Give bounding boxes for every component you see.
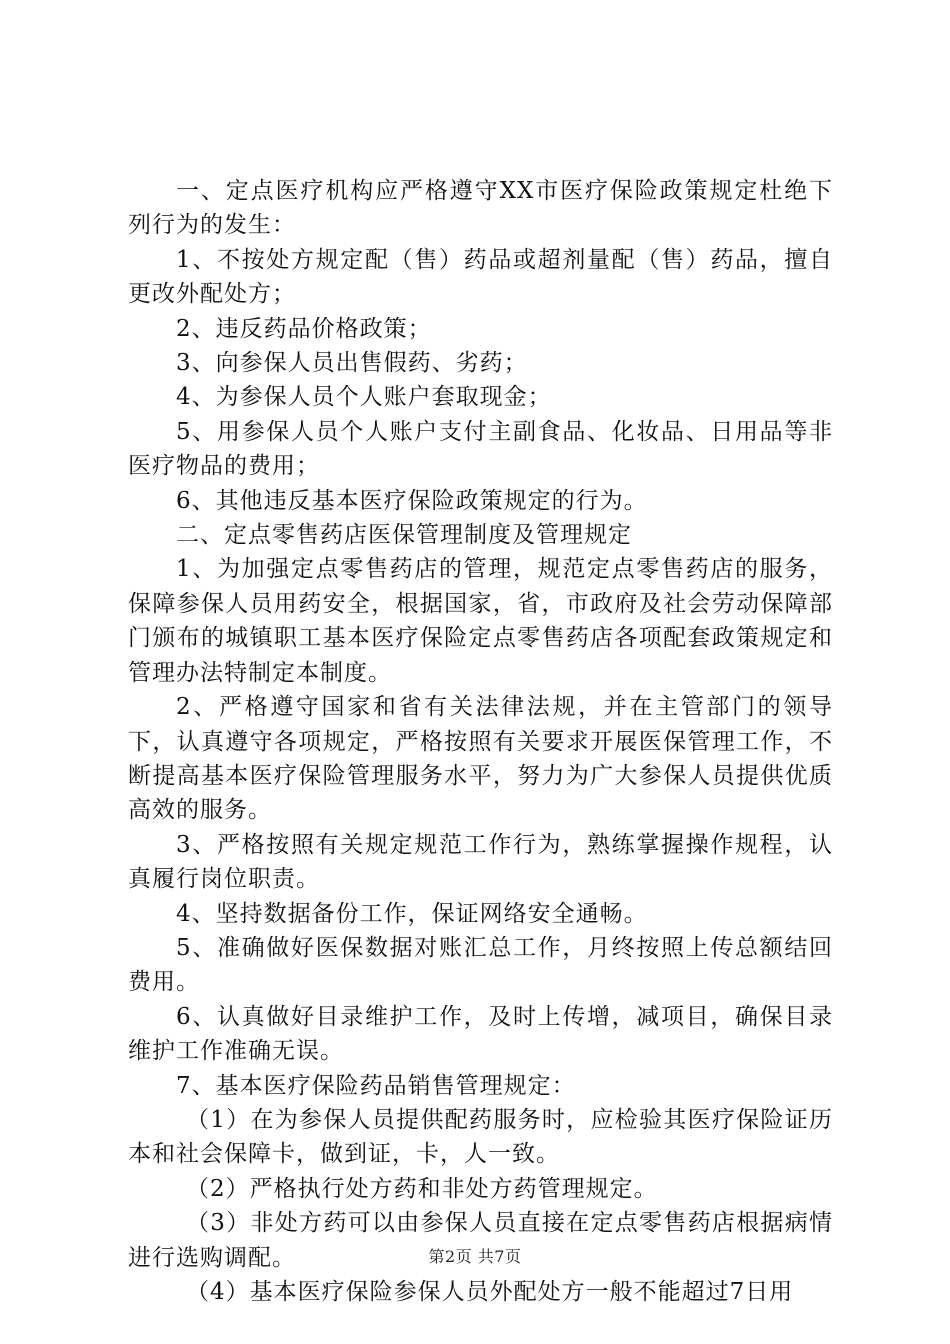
paragraph: 1、为加强定点零售药店的管理，规范定点零售药店的服务，保障参保人员用药安全，根据国家，省，市政府及社会劳动保障部门颁布的城镇职工基本医疗保险定点零售药店各项配套政策规定和管理办法特制定本制度。	[128, 556, 833, 686]
paragraph: 4、坚持数据备份工作，保证网络安全通畅。	[176, 900, 648, 927]
paragraph: 3、向参保人员出售假药、劣药；	[176, 350, 528, 377]
paragraph: 5、准确做好医保数据对账汇总工作，月终按照上传总额结回费用。	[128, 934, 833, 996]
paragraph: 6、认真做好目录维护工作，及时上传增，减项目，确保目录维护工作准确无误。	[128, 1003, 833, 1065]
paragraph: 5、用参保人员个人账户支付主副食品、化妆品、日用品等非医疗物品的费用；	[128, 418, 833, 480]
document-body	[128, 174, 833, 1309]
sub-paragraph: （2）严格执行处方药和非处方药管理规定。	[186, 1175, 658, 1202]
section-heading-1: 一、定点医疗机构应严格遵守XX市医疗保险政策规定杜绝下列行为的发生：	[128, 178, 833, 239]
section-heading-2: 二、定点零售药店医保管理制度及管理规定	[176, 522, 632, 549]
paragraph: 2、违反药品价格政策；	[176, 315, 432, 342]
paragraph: 4、为参保人员个人账户套取现金；	[176, 384, 552, 411]
paragraph: 2、严格遵守国家和省有关法律法规，并在主管部门的领导下，认真遵守各项规定，严格按照有关要求开展医保管理工作，不断提高基本医疗保险管理服务水平，努力为广大参保人员提供优质高效的服务。	[128, 694, 833, 824]
paragraph: 3、严格按照有关规定规范工作行为，熟练掌握操作规程，认真履行岗位职责。	[128, 831, 833, 893]
sub-paragraph: （3）非处方药可以由参保人员直接在定点零售药店根据病情进行选购调配。	[128, 1210, 833, 1271]
page-number-footer: 第2页 共7页	[428, 1247, 522, 1266]
paragraph: 6、其他违反基本医疗保险政策规定的行为。	[176, 487, 648, 514]
sub-paragraph: （4）基本医疗保险参保人员外配处方一般不能超过7日用	[186, 1279, 794, 1305]
paragraph: 7、基本医疗保险药品销售管理规定：	[176, 1072, 576, 1099]
sub-paragraph: （1）在为参保人员提供配药服务时，应检验其医疗保险证历本和社会保障卡，做到证，卡，人一致。	[128, 1106, 833, 1168]
paragraph: 1、不按处方规定配（售）药品或超剂量配（售）药品，擅自更改外配处方；	[128, 246, 833, 308]
